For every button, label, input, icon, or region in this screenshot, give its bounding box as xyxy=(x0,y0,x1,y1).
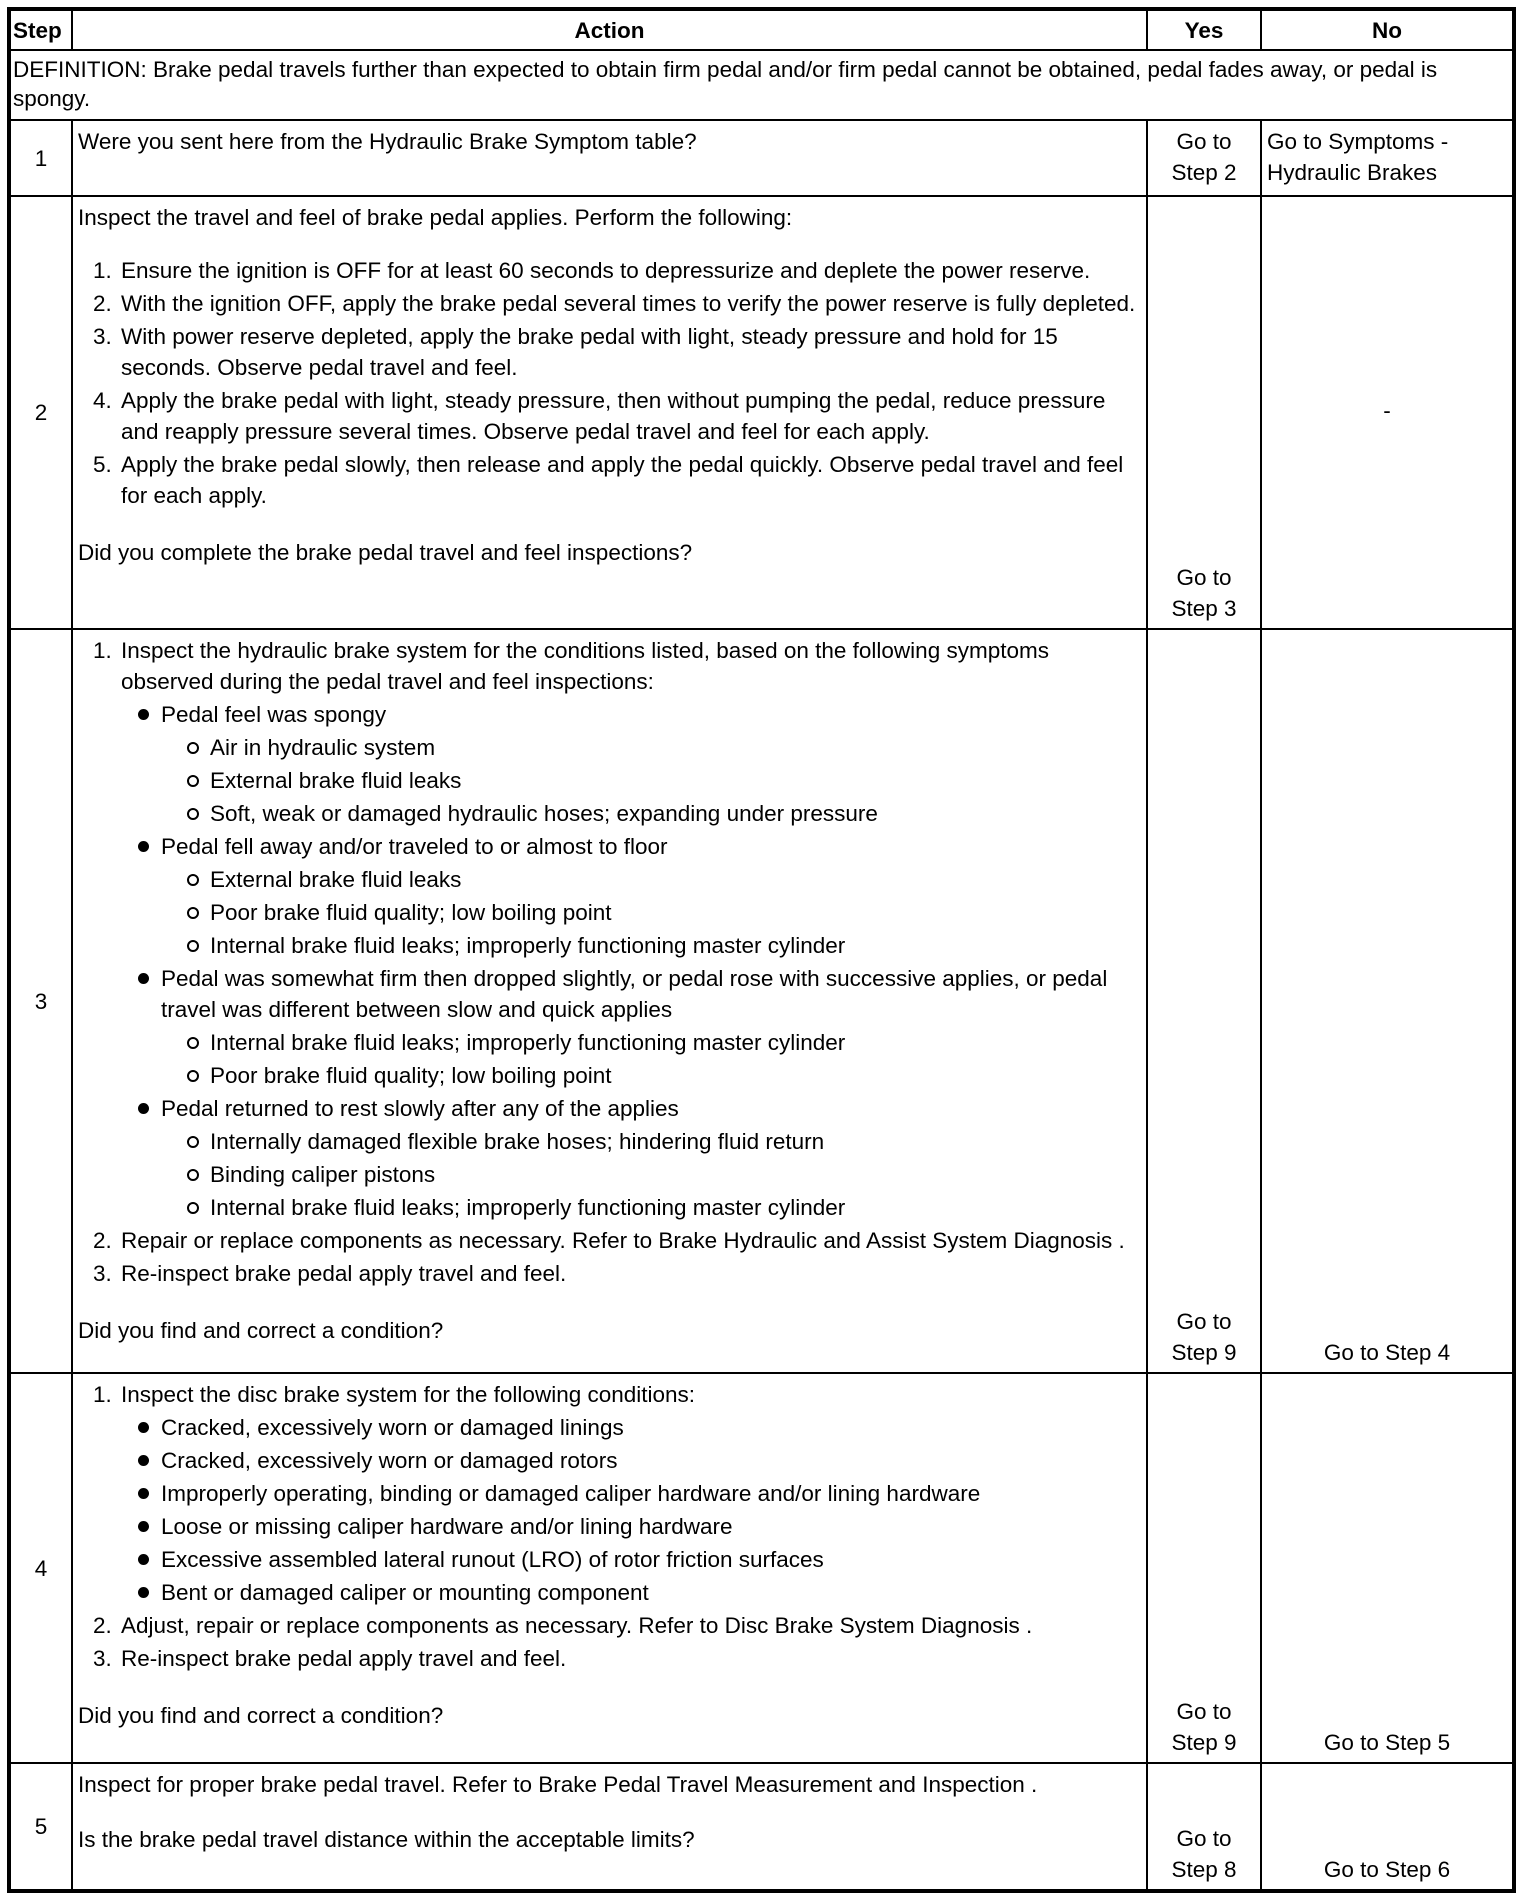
cause-item: Poor brake fluid quality; low boiling point xyxy=(78,897,1142,928)
action-text: Were you sent here from the Hydraulic Brake Symptom table? xyxy=(72,120,1147,196)
no-link[interactable]: Go to Step 6 xyxy=(1261,1763,1514,1891)
diagnostic-table xyxy=(7,7,1516,1893)
ring-bullet-icon xyxy=(186,732,210,763)
ring-bullet-icon xyxy=(186,1126,210,1157)
action-cell xyxy=(72,1373,1147,1763)
header-no: No xyxy=(1261,9,1514,50)
step-number: 4 xyxy=(9,1373,72,1763)
list-item: 1. Inspect the hydraulic brake system for the conditions listed, based on the following symptoms observed during the pedal travel and feel inspections: xyxy=(93,638,1049,694)
yes-link[interactable]: Go to Step 9 xyxy=(1147,629,1261,1373)
definition-row xyxy=(9,50,1514,120)
step-number: 5 xyxy=(9,1763,72,1891)
list-item: 5. Apply the brake pedal slowly, then release and apply the pedal quickly. Observe pedal travel and feel for each apply. xyxy=(93,452,1124,508)
condition-item: Bent or damaged caliper or mounting component xyxy=(78,1577,1142,1608)
no-link[interactable]: Go to Step 4 xyxy=(1261,629,1514,1373)
symptom-item: Pedal returned to rest slowly after any of the applies xyxy=(78,1093,1142,1124)
condition-item: Cracked, excessively worn or damaged linings xyxy=(78,1412,1142,1443)
list-item: 3. Re-inspect brake pedal apply travel and feel. xyxy=(93,1261,567,1286)
bullet-icon xyxy=(135,1511,161,1542)
reference-link[interactable]: Inspect for proper brake pedal travel. Refer to Brake Pedal Travel Measurement and Inspection . xyxy=(78,1772,1038,1797)
ring-bullet-icon xyxy=(186,765,210,796)
cause-item: External brake fluid leaks xyxy=(78,765,1142,796)
reference-link[interactable]: Adjust, repair or replace components as necessary. Refer to Disc Brake System Diagnosis . xyxy=(121,1613,1033,1638)
bullet-icon xyxy=(135,831,161,862)
cause-item: Internal brake fluid leaks; improperly functioning master cylinder xyxy=(78,930,1142,961)
ring-bullet-icon xyxy=(186,1027,210,1058)
no-link[interactable]: Go to Symptoms - Hydraulic Brakes xyxy=(1261,120,1514,196)
cause-item: External brake fluid leaks xyxy=(78,864,1142,895)
bullet-icon xyxy=(135,963,161,1025)
action-cell xyxy=(72,629,1147,1373)
list-item: 2. With the ignition OFF, apply the brake pedal several times to verify the power reserve is fully depleted. xyxy=(93,291,1136,316)
step-number: 3 xyxy=(9,629,72,1373)
list-item: 3. Re-inspect brake pedal apply travel and feel. xyxy=(93,1646,567,1671)
ring-bullet-icon xyxy=(186,1192,210,1223)
symptom-item: Pedal was somewhat firm then dropped slightly, or pedal rose with successive applies, or pedal travel was different between slow and quick applies xyxy=(78,963,1142,1025)
header-step: Step xyxy=(9,9,72,50)
list-item: 3. With power reserve depleted, apply the brake pedal with light, steady pressure and hold for 15 seconds. Observe pedal travel and feel. xyxy=(93,324,1058,380)
table-row xyxy=(9,1763,1514,1891)
table-row xyxy=(9,629,1514,1373)
condition-item: Improperly operating, binding or damaged caliper hardware and/or lining hardware xyxy=(78,1478,1142,1509)
ring-bullet-icon xyxy=(186,1060,210,1091)
header-yes: Yes xyxy=(1147,9,1261,50)
ring-bullet-icon xyxy=(186,798,210,829)
diagnostic-document xyxy=(7,7,1512,1893)
no-link[interactable]: Go to Step 5 xyxy=(1261,1373,1514,1763)
no-value: - xyxy=(1261,196,1514,629)
list-item: 1. Ensure the ignition is OFF for at least 60 seconds to depressurize and deplete the power reserve. xyxy=(93,258,1091,283)
bullet-icon xyxy=(135,1445,161,1476)
cause-item: Internal brake fluid leaks; improperly functioning master cylinder xyxy=(78,1192,1142,1223)
cause-item: Air in hydraulic system xyxy=(78,732,1142,763)
symptom-item: Pedal feel was spongy xyxy=(78,699,1142,730)
table-row xyxy=(9,120,1514,196)
bullet-icon xyxy=(135,1577,161,1608)
header-action: Action xyxy=(72,9,1147,50)
list-item: 2. Adjust, repair or replace components as necessary. Refer to Disc Brake System Diagnosis . xyxy=(78,1610,1142,1641)
table-row xyxy=(9,196,1514,629)
condition-item: Excessive assembled lateral runout (LRO) of rotor friction surfaces xyxy=(78,1544,1142,1575)
list-item: 1. Inspect the disc brake system for the following conditions: xyxy=(93,1382,696,1407)
yes-link[interactable]: Go to Step 2 xyxy=(1147,120,1261,196)
ring-bullet-icon xyxy=(186,897,210,928)
bullet-icon xyxy=(135,1412,161,1443)
ring-bullet-icon xyxy=(186,1159,210,1190)
action-question: Did you find and correct a condition? xyxy=(78,1703,444,1728)
bullet-icon xyxy=(135,1544,161,1575)
bullet-icon xyxy=(135,699,161,730)
yes-link[interactable]: Go to Step 3 xyxy=(1147,196,1261,629)
list-item: 2. Repair or replace components as necessary. Refer to Brake Hydraulic and Assist System Diagnosis . xyxy=(78,1225,1142,1256)
yes-link[interactable]: Go to Step 9 xyxy=(1147,1373,1261,1763)
yes-link[interactable]: Go to Step 8 xyxy=(1147,1763,1261,1891)
cause-item: Poor brake fluid quality; low boiling point xyxy=(78,1060,1142,1091)
table-header-row xyxy=(9,9,1514,50)
action-cell xyxy=(72,196,1147,629)
ring-bullet-icon xyxy=(186,930,210,961)
list-item: 4. Apply the brake pedal with light, steady pressure, then without pumping the pedal, reduce pressure and reapply pressure several times. Observe pedal travel and feel for each apply. xyxy=(93,388,1106,444)
condition-item: Cracked, excessively worn or damaged rotors xyxy=(78,1445,1142,1476)
condition-item: Loose or missing caliper hardware and/or lining hardware xyxy=(78,1511,1142,1542)
cause-item: Internal brake fluid leaks; improperly functioning master cylinder xyxy=(78,1027,1142,1058)
action-question: Did you complete the brake pedal travel and feel inspections? xyxy=(78,540,693,565)
bullet-icon xyxy=(135,1093,161,1124)
definition-text: DEFINITION: Brake pedal travels further than expected to obtain firm pedal and/or firm pedal cannot be obtained, pedal fades away, or pedal is spongy. xyxy=(9,50,1514,120)
cause-item: Soft, weak or damaged hydraulic hoses; expanding under pressure xyxy=(78,798,1142,829)
cause-item: Internally damaged flexible brake hoses; hindering fluid return xyxy=(78,1126,1142,1157)
cause-item: Binding caliper pistons xyxy=(78,1159,1142,1190)
action-cell xyxy=(72,1763,1147,1891)
ring-bullet-icon xyxy=(186,864,210,895)
step-number: 2 xyxy=(9,196,72,629)
reference-link[interactable]: Repair or replace components as necessary. Refer to Brake Hydraulic and Assist System Diagnosis . xyxy=(121,1228,1125,1253)
symptom-item: Pedal fell away and/or traveled to or almost to floor xyxy=(78,831,1142,862)
action-question: Is the brake pedal travel distance within the acceptable limits? xyxy=(78,1827,695,1852)
table-row xyxy=(9,1373,1514,1763)
bullet-icon xyxy=(135,1478,161,1509)
action-intro: Inspect the travel and feel of brake pedal applies. Perform the following: xyxy=(78,205,793,230)
step-number: 1 xyxy=(9,120,72,196)
action-question: Did you find and correct a condition? xyxy=(78,1318,444,1343)
